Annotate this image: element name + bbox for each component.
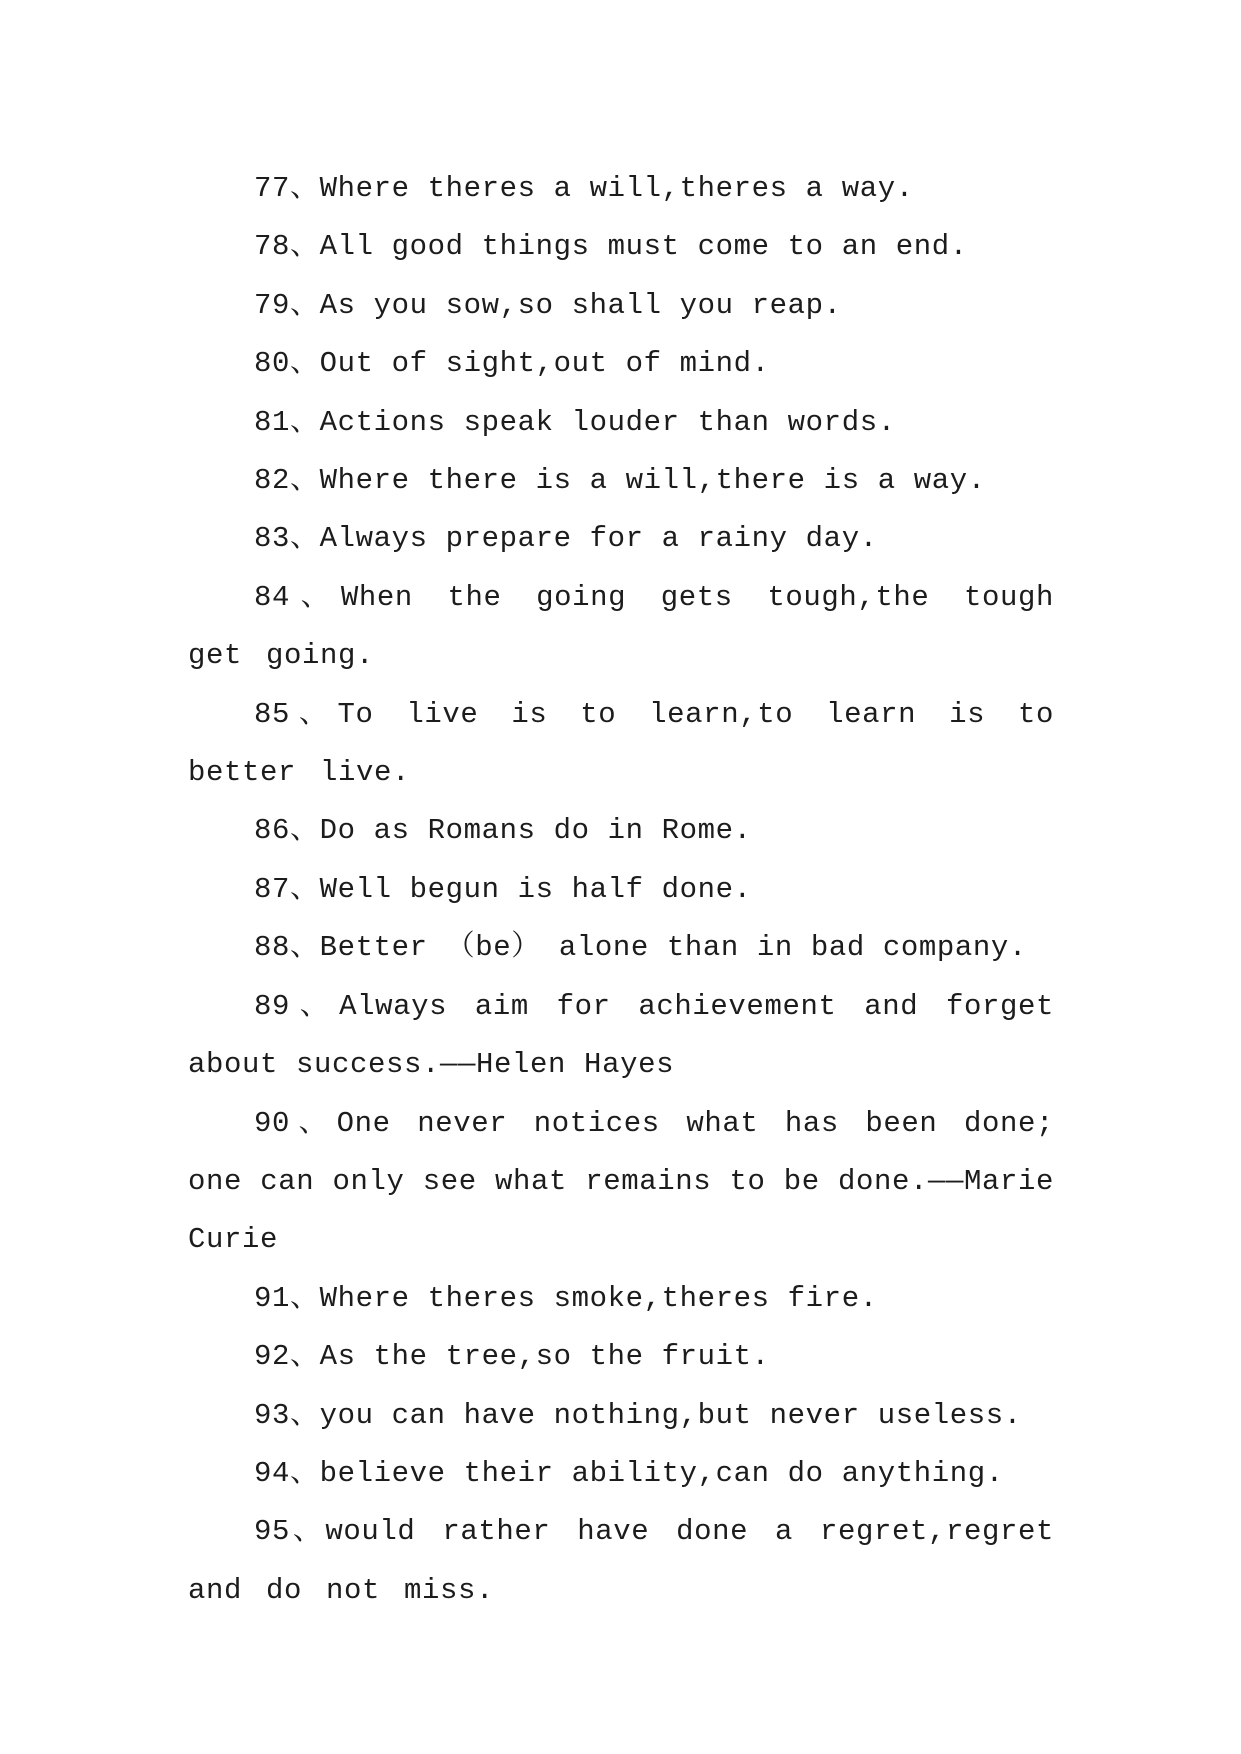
list-item: 81、Actions speak louder than words. — [254, 405, 896, 439]
list-item: 82、Where there is a will,there is a way. — [254, 464, 986, 498]
list-item: 80、Out of sight,out of mind. — [254, 347, 770, 381]
list-item: 84、When the going gets tough,the tough get going. — [188, 580, 1054, 673]
list-item: 87、Well begun is half done. — [254, 872, 752, 906]
list-item: 90、One never notices what has been done; one can only see what remains to be done.——Marie Curie — [188, 1106, 1054, 1257]
list-item: 89、Always aim for achievement and forget about success.——Helen Hayes — [188, 989, 1054, 1082]
list-item: 79、As you sow,so shall you reap. — [254, 288, 842, 322]
list-item: 86、Do as Romans do in Rome. — [254, 814, 752, 848]
proverb-list — [188, 160, 1054, 1620]
list-item: 93、you can have nothing,but never useless. — [254, 1398, 1022, 1432]
list-item: 78、All good things must come to an end. — [254, 230, 968, 264]
list-item: 83、Always prepare for a rainy day. — [254, 522, 878, 556]
list-item: 91、Where theres smoke,theres fire. — [254, 1281, 878, 1315]
list-item: 95、would rather have done a regret,regret and do not miss. — [188, 1515, 1054, 1607]
list-item: 88、Better （be） alone than in bad company. — [254, 931, 1027, 965]
list-item: 94、believe their ability,can do anything. — [254, 1456, 1004, 1490]
list-item: 85、To live is to learn,to learn is to better live. — [188, 697, 1054, 790]
list-item: 77、Where theres a will,theres a way. — [254, 172, 914, 205]
list-item: 92、As the tree,so the fruit. — [254, 1340, 770, 1374]
